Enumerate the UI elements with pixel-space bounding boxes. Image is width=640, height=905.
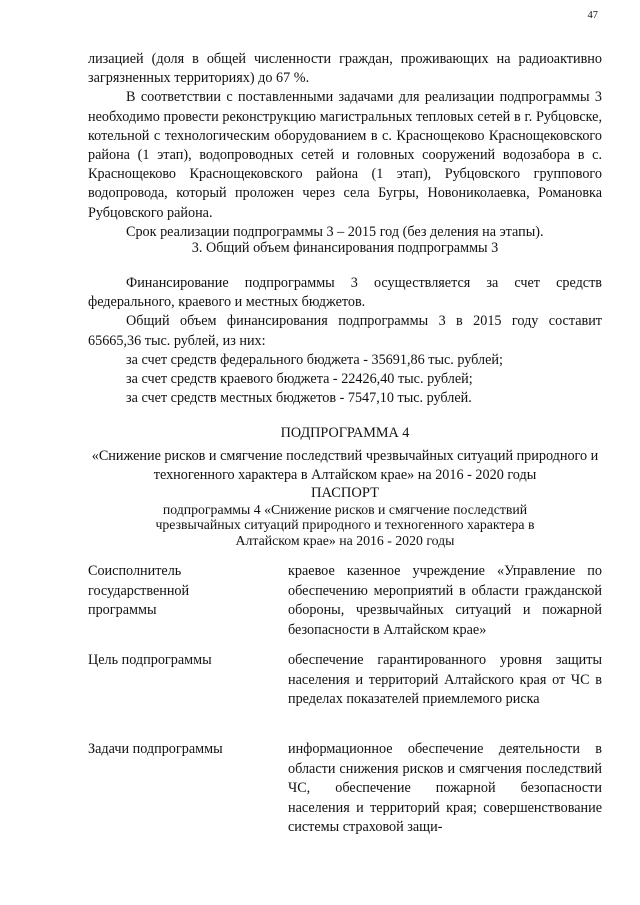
paragraph: В соответствии с поставленными задачами для реализации подпрограммы 3 необходимо провести реконструкцию магистральных тепловых сетей в г. Рубцовске, котельной с технологическим оборудованием в с. Краснощеково Краснощековского района (1 этап), водопроводных сетей и головных сооружений водозабора в с. Краснощеково Краснощековского района (1 этап), Рубцовского группового водопровода, который проложен через села Бугры, Новониколаевка, Романовка Рубцовского района.: [88, 89, 602, 221]
passport-row-value: информационное обеспечение деятельности в области снижения рисков и смягчения последствий ЧС, обеспечение пожарной безопасности населения и территорий края; совершенствование системы страховой защи-: [288, 741, 602, 835]
paragraph: Общий объем финансирования подпрограммы 3 в 2015 году составит 65665,36 тыс. рублей, из них:: [88, 313, 602, 349]
paragraph: Финансирование подпрограммы 3 осуществляется за счет средств федерального, краевого и местных бюджетов.: [88, 275, 602, 311]
passport-row-value: обеспечение гарантированного уровня защиты населения и территорий Алтайского края от ЧС в пределах показателей приемлемого риска: [288, 652, 602, 707]
passport-subtitle: подпрограммы 4 «Снижение рисков и смягчение последствий чрезвычайных ситуаций природного и техногенного характера в Алтайском крае» на 2016 - 2020 годы: [155, 501, 535, 548]
paragraph: лизацией (доля в общей численности граждан, проживающих на радиоактивно загрязненных территориях) до 67 %.: [88, 51, 602, 87]
passport-row-label: Цель подпрограммы: [88, 652, 212, 668]
financing-text: [88, 274, 602, 408]
passport-heading: [88, 486, 602, 548]
subprogram-heading: [88, 424, 602, 485]
passport-row-label: Задачи подпрограммы: [88, 741, 223, 757]
passport-row-label: Соисполнитель государственной программы: [88, 563, 190, 618]
section-heading: 3. Общий объем финансирования подпрограммы 3: [191, 240, 499, 256]
passport-row-value: краевое казенное учреждение «Управление по обеспечению мероприятий в области гражданской обороны, чрезвычайных ситуаций и пожарной безопасности в Алтайском крае»: [288, 563, 602, 638]
subprogram-title: ПОДПРОГРАММА 4: [280, 425, 410, 441]
funding-line: за счет средств местных бюджетов - 7547,10 тыс. рублей.: [126, 390, 472, 407]
intro-text: [88, 50, 602, 242]
funding-line: за счет средств федерального бюджета - 35691,86 тыс. рублей;: [126, 351, 503, 368]
paragraph: Срок реализации подпрограммы 3 – 2015 год (без деления на этапы).: [126, 223, 544, 240]
funding-line: за счет средств краевого бюджета - 22426,40 тыс. рублей;: [126, 371, 473, 388]
page-number: 47: [587, 10, 598, 21]
passport-title: ПАСПОРТ: [311, 485, 379, 501]
subprogram-subtitle: «Снижение рисков и смягчение последствий чрезвычайных ситуаций природного и техногенного характера в Алтайском крае» на 2016 - 2020 годы: [91, 448, 599, 483]
